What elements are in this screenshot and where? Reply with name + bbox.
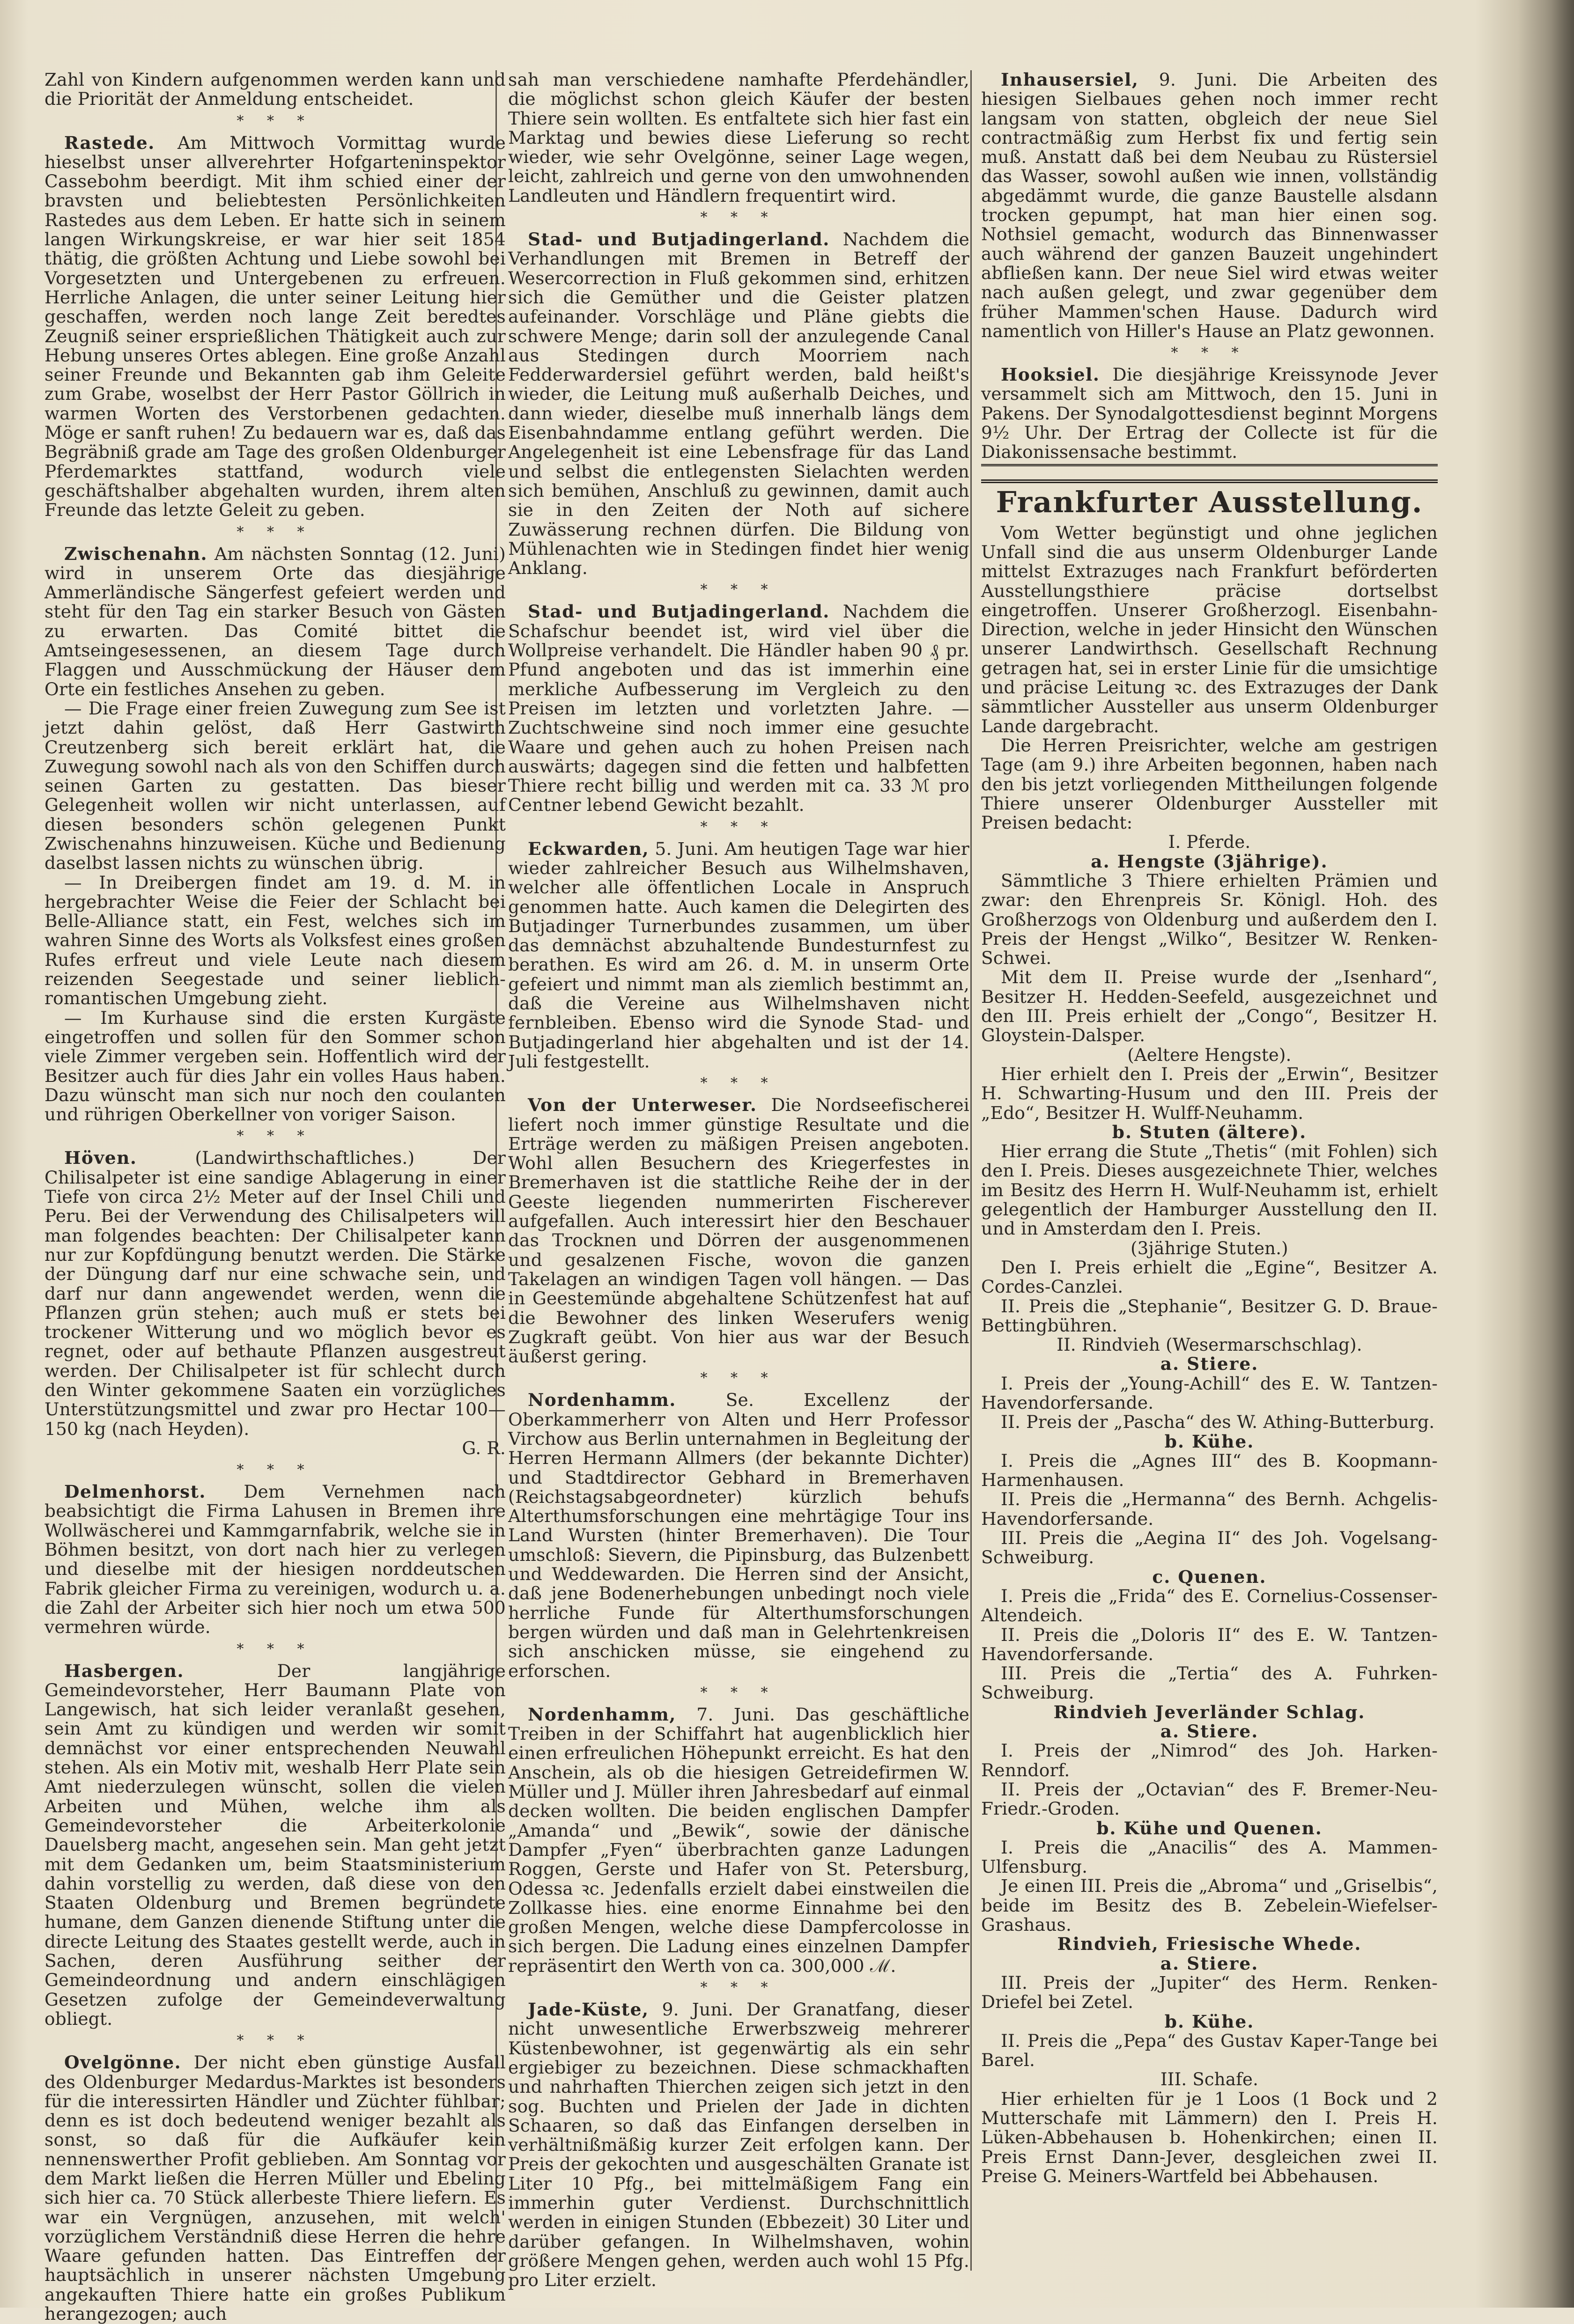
article-paragraph [44,699,506,873]
paragraph-text: Der langjährige Gemeindevorsteher, Herr Baumann Plate von Langewisch, hat sich leider veranlaßt gesehen, sein Amt zu kündigen und werden wir somit demnächst vor einer entsprechenden Neuwahl stehen. Als ein Motiv mit, weshalb Herr Plate sein Amt niederzulegen wünscht, sollen die vielen Arbeiten und Mühen, welche ihm als Gemeindevorsteher die Arbeiterkolonie Dauelsberg macht, angesehen sein. Man geht jetzt mit dem Gedanken um, beim Staatsministerium dahin vorstellig zu werden, daß diese von den Staaten Oldenburg und Bremen begründete humane, dem Ganzen dienende Stiftung unter die directe Leitung des Staates gestellt werde, auch in Sachen, deren Ausführung seither der Gemeindeordnung und andern einschlägigen Gesetzen zufolge der Gemeindeverwaltung obliegt. [44,1660,506,2029]
section-separator: * * * [236,523,314,540]
column-middle [508,70,969,2290]
article-paragraph [508,839,969,1072]
section-separator: * * * [700,1979,777,1996]
category-heading [981,1722,1438,1741]
paragraph-text: II. Preis die „Hermanna“ des Bernh. Achgelis-Havendorfersande. [981,1489,1438,1529]
paragraph-text: Dem Vernehmen nach beabsichtigt die Firma Lahusen in Bremen ihre Wollwäscherei und Kammgarnfabrik, welche sie in Böhmen besitzt, von dort nach hier zu verlegen und dieselbe mit der hiesigen norddeutschen Fabrik gleicher Firma zu vereinigen, wodurch u. a. die Zahl der Arbeiter sich hier noch um etwa 500 vermehren würde. [44,1481,506,1638]
paragraph-text: Mit dem II. Preise wurde der „Isenhard“, Besitzer H. Hedden-Seefeld, ausgezeichnet und den III. Preis erhielt der „Congo“, Besitzer H. Gloystein-Dalsper. [981,967,1438,1046]
column-right [981,70,1438,2186]
section-banner-title: Frankfurter Ausstellung. [981,479,1438,519]
paragraph-text: — In Dreibergen findet am 19. d. M. in hergebrachter Weise die Feier der Schlacht bei Belle-Alliance statt, ein Fest, welches sich im wahren Sinne des Worts als Volksfest eines großen Rufes erfreut und viele Leute nach diesem reizenden Seegestade und seiner lieblich-romantischen Umgebung zieht. [44,872,506,1009]
section-separator: * * * [236,1462,314,1478]
dateline: Nordenhamm, [528,1704,676,1725]
dateline: Inhausersiel, [1001,69,1139,90]
paragraph-text: I. Preis die „Frida“ des E. Cornelius-Cossenser-Altendeich. [981,1585,1438,1626]
article-paragraph [981,1451,1438,1490]
paragraph-text: III. Preis der „Jupiter“ des Herm. Renken-Driefel bei Zetel. [981,1972,1438,2013]
section-separator: * * * [236,1128,314,1145]
article-paragraph [508,1390,969,1680]
paragraph-text: Vom Wetter begünstigt und ohne jeglichen Unfall sind die aus unserm Oldenburger Lande mittelst Extrazuges nach Frankfurt beförderten Ausstellungsthiere präcise dortselbst eingetroffen. Unserer Großherzogl. Eisenbahn-Direction, welche in jeder Hinsicht den Wünschen unserer Landwirthsch. Gesellschaft Rechnung getragen hat, sei in erster Linie für die umsichtige und präcise Leitung ꝛc. des Extrazuges der Dank sämmtlicher Aussteller aus unserm Oldenburger Lande dargebracht. [981,522,1438,736]
column-rule-right [970,70,972,2271]
article-paragraph [981,523,1438,736]
category-heading [981,2070,1438,2089]
article-paragraph [508,602,969,815]
paragraph-text: Die diesjährige Kreissynode Jever versammelt sich am Mittwoch, den 15. Juni in Pakens. Der Synodalgottesdienst beginnt Morgens 9½ Uhr. Der Ertrag der Collecte ist für die Diakonissensache bestimmt. [981,364,1438,463]
author-signature [44,1439,506,1458]
article-paragraph [508,1096,969,1366]
article-paragraph [981,1664,1438,1703]
paragraph-text: II. Preis der „Octavian“ des F. Bremer-Neu-Friedr.-Groden. [981,1779,1438,1819]
paragraph-text: (3jährige Stuten.) [1131,1238,1288,1258]
paragraph-text: I. Preis die „Agnes III“ des B. Koopmann-Harmenhausen. [981,1450,1438,1491]
binding-shadow [1518,0,1574,2308]
article-paragraph [981,1780,1438,1819]
dateline: Höven. [64,1147,137,1169]
paragraph-text: Der nicht eben günstige Ausfall des Oldenburger Medardus-Marktes ist besonders für die interessirten Händler und Züchter fühlbar; denn es ist doch bedeutend weniger bezahlt als sonst, so daß für die Aufkäufer kein nennenswerther Profit geblieben. Am Sonntag vor dem Markt ließen die Herren Müller und Ebeling sich hier ca. 70 Stück allerbeste Thiere liefern. Es war ein Vergnügen, anzusehen, mit welch' vorzüglichem Verständniß diese Herren die hehre Waare gefunden hatten. Das Eintreffen der hauptsächlich in unserer nächsten Umgebung angekauften Thiere hatte ein großes Publikum herangezogen; auch [44,2052,506,2324]
paragraph-text: Am nächsten Sonntag (12. Juni) wird in unserem Orte das diesjährige Ammerländische Sängerfest gefeiert werden und steht für den Tag ein starker Besuch von Gästen zu erwarten. Das Comité bittet die Amtseingesessenen, an diesem Tage durch Flaggen und Ausschmückung der Häuser dem Orte ein festliches Ansehen zu geben. [44,543,506,699]
paragraph-text: a. Stiere. [1160,1953,1259,1974]
section-separator: * * * [700,581,777,598]
paragraph-text: b. Stuten (ältere). [1112,1121,1307,1142]
article-paragraph [981,1065,1438,1123]
paragraph-text: Hier erhielt den I. Preis der „Erwin“, Besitzer H. Schwarting-Husum und den III. Preis der „Edo“, Besitzer H. Wulff-Neuhamm. [981,1063,1438,1123]
paragraph-text: Die Nordseefischerei liefert noch immer günstige Resultate und die Erträge werden zu mäßigen Preisen angeboten. Wohl allen Besuchern des Kriegerfestes in Bremerhaven ist die stattliche Reihe der in der Geeste liegenden nummerirten Fischerever aufgefallen. Auch interessirt hier den Beschauer das Trocknen und Dörren der ausgenommenen und gesalzenen Fische, wovon die ganzen Takelagen an windigen Tagen voll hängen. — Das in Geestemünde abgehaltene Schützenfest hat auf die Bewohner des linken Weserufers wenig Zugkraft geübt. Von hier aus war der Besuch äußerst gering. [508,1095,969,1367]
paragraph-text: G. R. [462,1437,506,1458]
category-heading [981,1045,1438,1065]
article-paragraph [44,133,506,520]
paragraph-text: 7. Juni. Das geschäftliche Treiben in der Schiffahrt hat augenblicklich hier einen erfreulichen Höhepunkt erreicht. Es hat den Anschein, als ob die hiesigen Getreidefirmen W. Müller und J. Müller ihren Jahresbedarf auf einmal decken wollten. Die beiden englischen Dampfer „Amanda“ und „Bewik“, sowie der dänische Dampfer „Fyen“ überbrachten ganze Ladungen Roggen, Gerste und Hafer von St. Petersburg, Odessa ꝛc. Jedenfalls erzielt dabei einstweilen die Zollkasse hies. eine enorme Einnahme bei den großen Mengen, welche diese Dampfercolosse in sich bergen. Die Ladung eines einzelnen Dampfer repräsentirt den Werth von ca. 300,000 ℳ. [508,1704,969,1976]
article-paragraph [981,1142,1438,1238]
paragraph-text: Sämmtliche 3 Thiere erhielten Prämien und zwar: den Ehrenpreis Sr. Königl. Hoh. des Großherzogs von Oldenburg und außerdem den I. Preis der Hengst „Wilko“, Besitzer W. Renken-Schwei. [981,870,1438,969]
paragraph-text: I. Preis der „Nimrod“ des Joh. Harken-Renndorf. [981,1740,1438,1780]
dateline: Stad- und Butjadingerland. [528,229,830,250]
article-paragraph [44,1148,506,1438]
paragraph-text: (Aeltere Hengste). [1127,1044,1292,1065]
paragraph-text: II. Preis die „Pepa“ des Gustav Kaper-Tange bei Barel. [981,2030,1438,2071]
paragraph-text: II. Preis die „Doloris II“ des E. W. Tantzen-Havendorfersande. [981,1624,1438,1664]
paragraph-text: Zahl von Kindern aufgenommen werden kann und die Priorität der Anmeldung entscheidet. [44,69,506,110]
paragraph-text: c. Quenen. [1152,1566,1267,1587]
category-heading [981,852,1438,871]
paragraph-text: I. Preis der „Young-Achill“ des E. W. Tantzen-Havendorfersande. [981,1373,1438,1413]
article-paragraph [508,1705,969,1976]
paragraph-text: 9. Juni. Die Arbeiten des hiesigen Sielbaues gehen noch immer recht langsam von statten, obgleich der neue Siel contractmäßig zum Herbst fix und fertig sein muß. Anstatt daß bei dem Neubau zu Rüstersiel das Wasser, sowohl außen wie innen, vollständig abgedämmt wurde, die ganze Baustelle alsdann trocken gepumpt, hat man hier einen sog. Nothsiel gemacht, wodurch das Binnenwasser auch während der ganzen Bauzeit ungehindert abfließen kann. Der neue Siel wird etwas weiter nach außen gelegt, und zwar gegenüber dem früher Mammen'schen Hause. Dadurch wird namentlich von Hiller's Hause an Platz gewonnen. [981,69,1438,341]
paragraph-text: Die Herren Preisrichter, welche am gestrigen Tage (am 9.) ihre Arbeiten begonnen, haben nach den bis jetzt vorliegenden Mittheilungen folgende Thiere unserer Oldenburger Aussteller mit Preisen bedacht: [981,735,1438,833]
paragraph-text: III. Preis die „Aegina II“ des Joh. Vogelsang-Schweiburg. [981,1528,1438,1568]
paragraph-text: III. Schafe. [1160,2069,1259,2090]
article-paragraph [981,2089,1438,2186]
article-paragraph [44,873,506,1008]
paragraph-text: II. Rindvieh (Wesermarschschlag). [1057,1335,1362,1355]
paragraph-text: 5. Juni. Am heutigen Tage war hier wieder zahlreicher Besuch aus Wilhelmshaven, welcher alle öffentlichen Locale in Anspruch genommen hatte. Auch kamen die Delegirten des Butjadinger Turnerbundes zusammen, um über das demnächst abzuhaltende Bundesturnfest zu berathen. Es wird am 26. d. M. in unserm Orte gefeiert und nimmt man als ziemlich bestimmt an, daß die Vereine aus Wilhelmshaven nicht fernbleiben. Ebenso wird die Synode Stad- und Butjadingerland hier abgehalten und ist der 14. Juli festgestellt. [508,838,969,1072]
category-heading [981,1934,1438,1954]
paragraph-text: a. Hengste (3jährige). [1091,851,1328,872]
paragraph-text: Am Mittwoch Vormittag wurde hieselbst unser allverehrter Hofgarteninspektor Cassebohm beerdigt. Mit ihm schied einer der bravsten und beliebtesten Persönlichkeiten Rastedes aus dem Leben. Er hatte sich in seinem langen Wirkungskreise, er war hier seit 1854 thätig, die größten Achtung und Liebe sowohl bei Vorgesetzten und Untergebenen zu erfreuen. Herrliche Anlagen, die unter seiner Leitung hier geschaffen, werden noch lange Zeit beredtes Zeugniß seiner ersprießlichen Thätigkeit auch zur Hebung unseres Ortes ablegen. Eine große Anzahl seiner Freunde und Bekannten gab ihm Geleite zum Grabe, woselbst der Herr Pastor Göllrich in warmen Worten des Verstorbenen gedachten. Möge er sanft ruhen! Zu bedauern war es, daß das Begräbniß grade am Tage des großen Oldenburger Pferdemarktes stattfand, wodurch viele geschäftshalber abgehalten wurden, ihrem alten Freunde das letzte Geleit zu geben. [44,132,506,521]
category-heading [981,1954,1438,1973]
section-separator: * * * [236,1640,314,1657]
article-paragraph [981,1838,1438,1877]
paragraph-text: sah man verschiedene namhafte Pferdehändler, die möglichst schon gleich Käufer der besten Thiere sein wollten. Es entfaltete sich hier fast ein Marktag und bewies diese Lieferung so recht wieder, wie sehr Ovelgönne, seiner Lage wegen, leicht, zahlreich und gerne von den umwohnenden Landleuten und Händlern frequentirt wird. [508,69,969,206]
paragraph-text: (Landwirthschaftliches.) Der Chilisalpeter ist eine sandige Ablagerung in einer Tiefe von circa 2½ Meter auf der Insel Chili und Peru. Bei der Verwendung des Chilisalpeters will man folgendes beachten: Der Chilisalpeter kann nur zur Kopfdüngung benutzt werden. Die Stärke der Düngung darf nur eine schwache sein, und darf nur dann angewendet werden, wenn die Pflanzen grün stehen; auch muß er stets bei trockener Witterung und wo möglich bevor es regnet, oder auf bethaute Pflanzen ausgestreut werden. Der Chilisalpeter ist für schlecht durch den Winter gekommene Saaten ein vorzügliches Unterstützungsmittel und zwar pro Hectar 100—150 kg (nach Heyden). [44,1147,506,1439]
category-heading [981,1432,1438,1451]
category-heading [981,1354,1438,1374]
paragraph-text: b. Kühe. [1164,1431,1255,1452]
dateline: Von der Unterweser. [528,1095,757,1116]
article-paragraph [44,1482,506,1637]
paragraph-text: III. Preis die „Tertia“ des A. Fuhrken-Schweiburg. [981,1663,1438,1703]
paragraph-text: Je einen III. Preis die „Abroma“ und „Griselbis“, beide im Besitz des B. Zebelein-Wiefelser-Grashaus. [981,1875,1438,1935]
article-paragraph [981,1490,1438,1529]
paragraph-text: — Im Kurhause sind die ersten Kurgäste eingetroffen und sollen für den Sommer schon viele Zimmer vergeben sein. Hoffentlich wird der Besitzer auch für dies Jahr ein volles Haus haben. Dazu wünscht man sich nur noch den coulanten und rührigen Oberkellner von voriger Saison. [44,1007,506,1125]
article-paragraph [981,2031,1438,2070]
paragraph-text: b. Kühe und Quenen. [1096,1817,1323,1839]
category-heading [981,1703,1438,1722]
article-paragraph [44,1008,506,1125]
paragraph-text: — Die Frage einer freien Zuwegung zum See ist jetzt dahin gelöst, daß Herr Gastwirth Creutzenberg sich bereit erklärt hat, die Zuwegung sowohl nach als von den Schiffen durch seinen Garten zu gestatten. Das bieser Gelegenheit wollen wir nicht unterlassen, auf diesen besonders schön gelegenen Punkt Zwischenahns hinzuweisen. Küche und Bedienung daselbst lassen nichts zu wünschen übrig. [44,698,506,874]
category-heading [981,1567,1438,1587]
dateline: Ovelgönne. [64,2052,182,2073]
article-paragraph [981,1412,1438,1432]
article-paragraph [44,70,506,109]
paragraph-text: b. Kühe. [1164,2011,1255,2032]
paragraph-text: Se. Excellenz der Oberkammerherr von Alten und Herr Professor Virchow aus Berlin unternahmen in Begleitung der Herren Hermann Allmers (der bekannte Dichter) und Stadtdirector Gebhard in Bremerhaven (Reichstagsabgeordneter) kürzlich behufs Alterthumsforschungen eine mehrtägige Tour ins Land Wursten (hinter Bremerhaven). Die Tour umschloß: Sievern, die Pipinsburg, das Bulzenbett und Weddewarden. Die Herren sind der Ansicht, daß jene Bodenerhebungen unbedingt noch viele herrliche Funde für Alterthumsforschungen bergen würden und daß man in Gelehrtenkreisen sich anschicken müsse, sie eingehend zu erforschen. [508,1390,969,1681]
dateline: Hasbergen. [64,1660,185,1681]
paragraph-text: 9. Juni. Der Granatfang, dieser nicht unwesentliche Erwerbszweig mehrerer Küstenbewohner, ist gegenwärtig als ein sehr ergiebiger zu bezeichnen. Diese schmackhaften und nahrhaften Thierchen zeigen sich jetzt in den sog. Buchten und Prielen der Jade in dichten Schaaren, so daß das Einfangen derselben in verhältnißmäßig kurzer Zeit erfolgen kann. Der Preis der gekochten und ausgeschälten Granate ist Liter 10 Pfg., bei mittelmäßigem Fang ein immerhin guter Verdienst. Durchschnittlich werden in einigen Stunden (Ebbezeit) 30 Liter und darüber gefangen. In Wilhelmshaven, wohin größere Mengen gehen, werden auch wohl 15 Pfg. pro Liter erzielt. [508,1999,969,2291]
dateline: Zwischenahn. [64,543,208,564]
section-separator: * * * [700,1075,777,1092]
article-paragraph [981,365,1438,466]
paragraph-text: a. Stiere. [1160,1721,1259,1742]
paragraph-text: a. Stiere. [1160,1353,1259,1375]
article-paragraph [981,70,1438,341]
category-heading [981,1123,1438,1142]
category-heading [981,1819,1438,1838]
section-separator: * * * [700,209,777,226]
category-heading [981,1335,1438,1354]
paragraph-text: Rindvieh Jeverländer Schlag. [1053,1701,1366,1722]
category-heading [981,832,1438,852]
section-separator: * * * [236,112,314,129]
article-paragraph [981,1587,1438,1625]
paragraph-text: II. Preis die „Stephanie“, Besitzer G. D. Braue-Bettingbühren. [981,1295,1438,1336]
paragraph-text: Nachdem die Verhandlungen mit Bremen in Betreff der Wesercorrection in Fluß gekommen sind, erhitzen sich die Gemüther und die Geister platzen aufeinander. Vorschläge und Pläne giebts die schwere Menge; darin soll der anzulegende Canal aus Stedingen durch Moorriem nach Fedderwardersiel geführt werden, bald heißt's wieder, die Leitung muß außerhalb Deiches, und dann wieder, dieselbe muß innerhalb längs dem Eisenbahndamme entlang geführt werden. Die Angelegenheit ist eine Lebensfrage für das Land und selbst die entlegensten Sielachten werden sich bemühen, Anschluß zu gewinnen, damit auch sie in den Zeiten der Noth auf sichere Zuwässerung rechnen dürfen. Die Bildung von Mühlenachten wie in Stedingen findet hier wenig Anklang. [508,229,969,579]
article-paragraph [981,1876,1438,1934]
article-paragraph [508,2000,969,2290]
dateline: Stad- und Butjadingerland. [528,601,830,622]
paragraph-text: Hier erhielten für je 1 Loos (1 Bock und 2 Mutterschafe mit Lämmern) den I. Preis H. Lüken-Abbehausen b. Hohenkirchen; einen II. Preis Ernst Dann-Jever, desgleichen zwei II. Preise G. Meiners-Wartfeld bei Abbehausen. [981,2088,1438,2186]
paragraph-text: Den I. Preis erhielt die „Egine“, Besitzer A. Cordes-Canzlei. [981,1257,1438,1297]
paragraph-text: Rindvieh, Friesische Whede. [1057,1934,1362,1955]
article-paragraph [981,1529,1438,1567]
dateline: Nordenhamm. [528,1390,676,1411]
section-separator: * * * [1171,345,1248,361]
dateline: Jade-Küste, [528,1999,649,2020]
article-paragraph [981,1297,1438,1336]
paragraph-text: Hier errang die Stute „Thetis“ (mit Fohlen) sich den I. Preis. Dieses ausgezeichnete Thier, welches im Besitz des Herrn H. Wulf-Neuhamm ist, erhielt gelegentlich der Hamburger Ausstellung den II. und in Amsterdam den I. Preis. [981,1141,1438,1239]
article-paragraph [981,1625,1438,1664]
article-paragraph [508,230,969,578]
paragraph-text: II. Preis der „Pascha“ des W. Athing-Butterburg. [1001,1412,1435,1433]
article-paragraph [981,736,1438,832]
dateline: Hooksiel. [1001,364,1100,385]
article-paragraph [981,1258,1438,1297]
dateline: Delmenhorst. [64,1481,206,1502]
section-separator: * * * [236,2032,314,2049]
section-separator: * * * [700,1684,777,1701]
category-heading [981,1239,1438,1258]
article-paragraph [981,871,1438,968]
article-paragraph [44,544,506,699]
section-separator: * * * [700,1370,777,1387]
article-paragraph [44,1662,506,2029]
section-separator: * * * [700,818,777,835]
article-paragraph [981,1973,1438,2012]
paragraph-text: I. Pferde. [1168,832,1251,853]
article-paragraph [981,1741,1438,1780]
paragraph-text: I. Preis die „Anacilis“ des A. Mammen-Ulfensburg. [981,1837,1438,1877]
column-left [44,70,506,2324]
article-paragraph [981,1374,1438,1413]
paragraph-text: Nachdem die Schafschur beendet ist, wird viel über die Wollpreise verhandelt. Die Händler haben 90 ₰ pr. Pfund angeboten und das ist immerhin eine merkliche Aufbesserung im Vergleich zu den Preisen im letzten und vorletzten Jahre. — Zuchtschweine sind noch immer eine gesuchte Waare und gehen auch zu hohen Preisen nach auswärts; dagegen sind die fetten und halbfetten Thiere recht billig und werden mit ca. 33 ℳ pro Centner lebend Gewicht bezahlt. [508,601,969,816]
article-paragraph [508,70,969,206]
dateline: Rastede. [64,132,155,153]
dateline: Eckwarden, [528,838,650,859]
article-paragraph [44,2053,506,2324]
category-heading [981,2012,1438,2031]
article-paragraph [981,968,1438,1045]
